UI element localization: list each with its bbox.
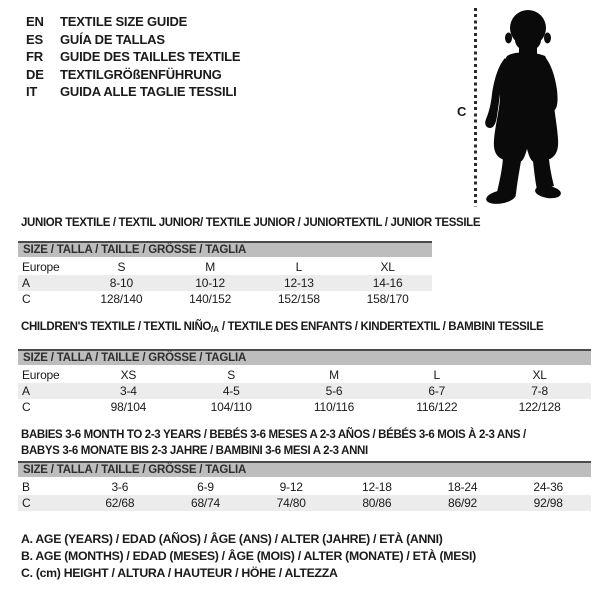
size-cell: 6-7 — [428, 384, 446, 398]
language-title: TEXTILGRÖßENFÜHRUNG — [60, 66, 222, 82]
size-cell: 116/122 — [416, 400, 458, 414]
row-label: C — [22, 292, 31, 306]
row-label: B — [22, 480, 30, 494]
row-label: A — [22, 384, 30, 398]
row-label: Europe — [22, 368, 60, 382]
size-cell: XL — [380, 260, 395, 274]
size-cell: 14-16 — [372, 276, 403, 290]
table-row — [18, 399, 591, 415]
row-label: C — [22, 400, 31, 414]
size-cell: 92/98 — [533, 496, 563, 510]
size-cell: 104/110 — [210, 400, 252, 414]
language-title: GUIDA ALLE TAGLIE TESSILI — [60, 84, 237, 100]
size-cell: L — [433, 368, 441, 382]
size-cell: 122/128 — [518, 400, 561, 414]
size-cell: 6-9 — [197, 480, 214, 494]
size-cell: 10-12 — [195, 276, 225, 290]
junior-size-table — [18, 217, 481, 307]
table-title-line2: BABYS 3-6 MONATE BIS 2-3 JAHRE / BAMBINI 3-6 MESI A 2-3 ANNI — [21, 445, 368, 457]
height-measure-label: C — [457, 104, 467, 119]
table-title-text: CHILDREN'S TEXTILE / TEXTIL NIÑO — [21, 321, 212, 333]
size-cell: 158/170 — [366, 292, 409, 306]
table-title-subscript: /A — [211, 325, 220, 334]
size-cell: 12-13 — [284, 276, 314, 290]
size-cell: 8-10 — [109, 276, 133, 290]
size-cell: M — [205, 260, 216, 274]
toddler-silhouette-icon — [481, 8, 571, 208]
size-cell: 9-12 — [279, 480, 303, 494]
size-cell: 5-6 — [325, 384, 343, 398]
size-cell: 98/104 — [110, 400, 147, 414]
size-cell: S — [227, 368, 236, 382]
size-cell: 74/80 — [276, 496, 306, 510]
language-code: FR — [26, 49, 43, 65]
table-row — [18, 479, 591, 495]
table-title — [18, 217, 481, 229]
size-cell: 3-6 — [111, 480, 129, 494]
language-row-it — [26, 83, 240, 101]
language-row-de — [26, 66, 240, 84]
size-cell: XL — [532, 368, 547, 382]
table-row — [18, 495, 591, 511]
language-title-list — [26, 13, 240, 101]
legend-line-b: B. AGE (MONTHS) / EDAD (MESES) / ÂGE (MOIS) / ALTER (MONATE) / ETÀ (MESI) — [21, 549, 476, 564]
children-size-table — [18, 321, 591, 415]
size-cell: 86/92 — [448, 496, 478, 510]
language-row-en — [26, 13, 240, 31]
size-cell: 140/152 — [189, 292, 232, 306]
row-label: A — [22, 276, 30, 290]
size-header-bar: SIZE / TALLA / TAILLE / GRÖSSE / TAGLIA — [18, 241, 432, 259]
height-measure-dotted-line — [474, 8, 477, 207]
legend-line-a: A. AGE (YEARS) / EDAD (AÑOS) / ÂGE (ANS) / ALTER (JAHRE) / ETÀ (ANNI) — [21, 532, 443, 546]
language-code: ES — [26, 31, 43, 47]
size-cell: 110/116 — [313, 400, 355, 414]
table-title — [18, 427, 591, 459]
language-code: IT — [26, 84, 38, 100]
table-title — [18, 321, 591, 336]
language-code: EN — [26, 14, 44, 29]
table-row — [18, 275, 432, 291]
size-header-bar: SIZE / TALLA / TAILLE / GRÖSSE / TAGLIA — [18, 349, 591, 367]
table-row — [18, 367, 591, 383]
table-row — [18, 383, 591, 399]
size-cell: 7-8 — [531, 384, 548, 398]
language-row-fr — [26, 48, 240, 66]
size-cell: M — [329, 368, 339, 382]
language-title: TEXTILE SIZE GUIDE — [60, 14, 188, 29]
size-header-bar: SIZE / TALLA / TAILLE / GRÖSSE / TAGLIA — [18, 461, 591, 479]
table-title-text: JUNIOR TEXTILE / TEXTIL JUNIOR/ TEXTILE JUNIOR / JUNIORTEXTIL / JUNIOR TESSILE — [21, 217, 481, 229]
size-cell: 62/68 — [105, 496, 135, 510]
size-cell: S — [117, 260, 126, 274]
table-row — [18, 291, 432, 307]
legend-line-c: C. (cm) HEIGHT / ALTURA / HAUTEUR / HÖHE / ALTEZZA — [21, 566, 338, 581]
language-title: GUÍA DE TALLAS — [60, 31, 165, 47]
size-cell: 128/140 — [100, 292, 143, 306]
size-cell: 18-24 — [447, 480, 478, 494]
measure-legend — [21, 531, 476, 583]
babies-size-table — [18, 427, 591, 511]
language-title: GUIDE DES TAILLES TEXTILE — [60, 49, 241, 65]
row-label: C — [22, 496, 31, 510]
size-cell: 12-18 — [362, 480, 392, 494]
size-cell: 24-36 — [533, 480, 564, 494]
table-title-line1: BABIES 3-6 MONTH TO 2-3 YEARS / BEBÉS 3-6 MESES A 2-3 AÑOS / BÉBÉS 3-6 MOIS À 2-3 ANS / — [21, 429, 526, 441]
row-label: Europe — [22, 260, 60, 274]
size-cell: XS — [120, 368, 137, 382]
table-row — [18, 259, 432, 275]
table-title-text: / TEXTILE DES ENFANTS / KINDERTEXTIL / BAMBINI TESSILE — [219, 321, 544, 333]
size-cell: 4-5 — [222, 384, 240, 398]
size-cell: 152/158 — [277, 292, 320, 306]
size-cell: L — [295, 260, 303, 274]
size-cell: 68/74 — [190, 496, 221, 510]
language-code: DE — [26, 66, 44, 82]
size-cell: 80/86 — [362, 496, 392, 510]
language-row-es — [26, 31, 240, 49]
size-cell: 3-4 — [120, 384, 137, 398]
